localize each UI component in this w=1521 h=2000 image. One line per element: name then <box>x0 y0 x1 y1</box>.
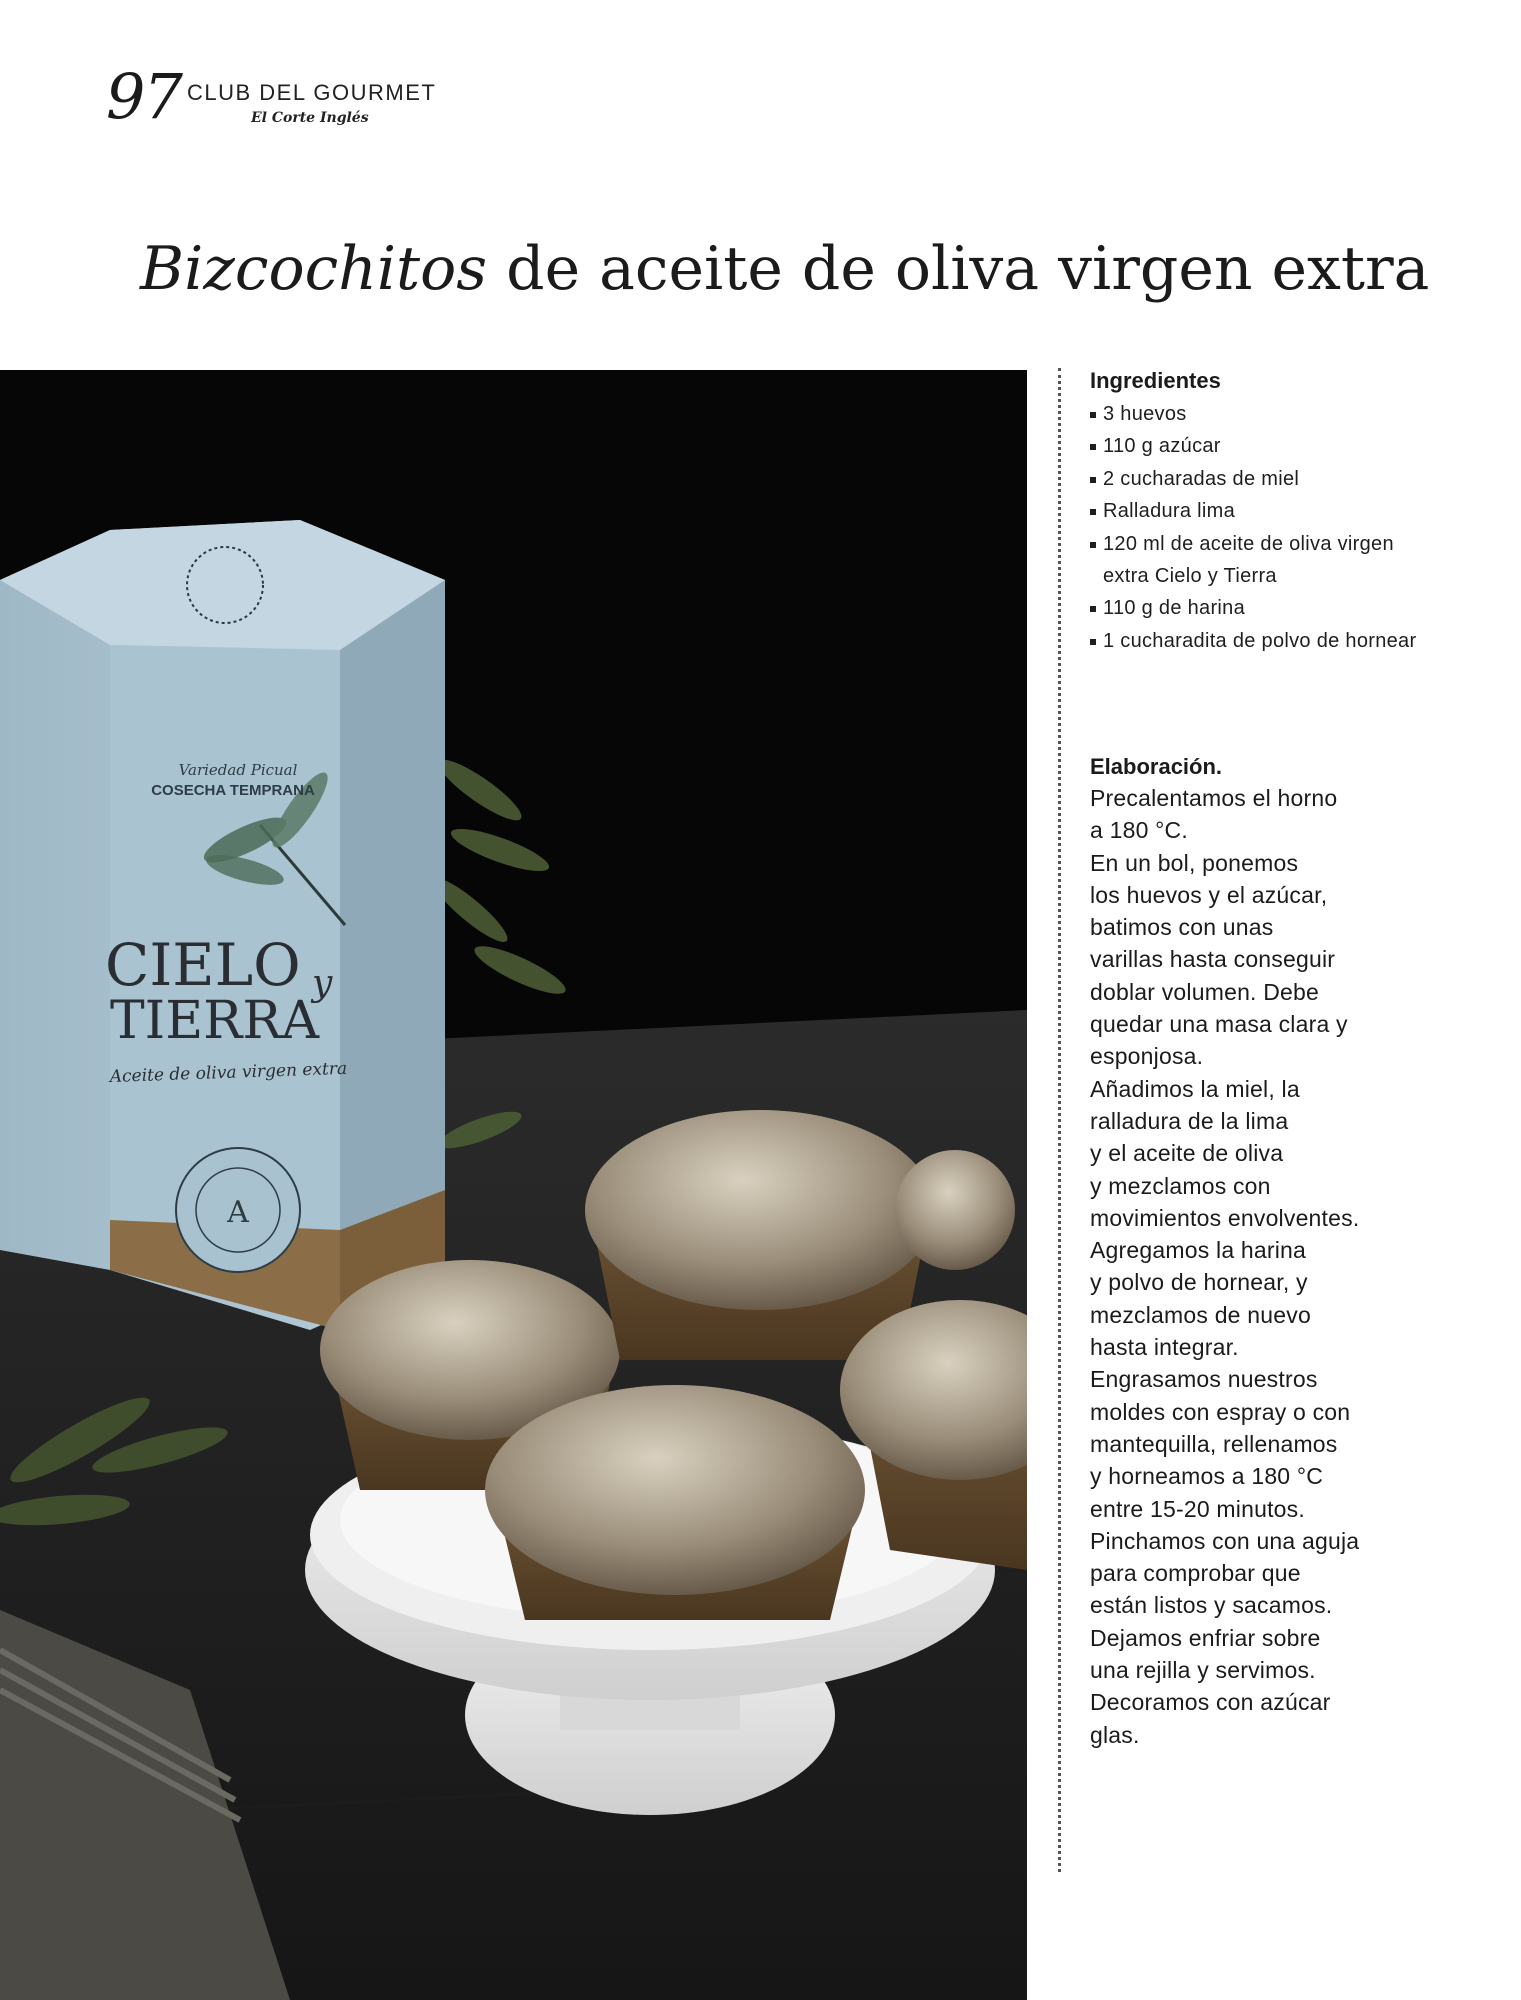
elaboration-line: varillas hasta conseguir <box>1090 946 1336 973</box>
elaboration-line: moldes con espray o con <box>1090 1398 1351 1425</box>
bullet-icon <box>1090 639 1096 645</box>
elaboration-line: mantequilla, rellenamos <box>1090 1430 1338 1457</box>
ingredient-item: 2 cucharadas de miel <box>1090 463 1420 495</box>
elaboration-line: ralladura de la lima <box>1090 1107 1289 1134</box>
recipe-photo-illustration <box>0 370 1027 2000</box>
elaboration-line: y polvo de hornear, y <box>1090 1269 1308 1296</box>
elaboration-line: Decoramos con azúcar <box>1090 1689 1331 1716</box>
ingredients-heading: Ingredientes <box>1090 368 1221 393</box>
brand-block <box>187 80 436 126</box>
ingredient-item: 120 ml de aceite de oliva virgen extra Cielo y Tierra <box>1090 528 1420 593</box>
elaboration-line: Precalentamos el horno <box>1090 785 1338 811</box>
elaboration-line: los huevos y el azúcar, <box>1090 881 1328 908</box>
elaboration-line: entre 15-20 minutos. <box>1090 1495 1305 1522</box>
el-corte-ingles-logo: El Corte Inglés <box>251 110 369 126</box>
elaboration-line: En un bol, ponemos <box>1090 849 1299 876</box>
box-product-name: Aceite de oliva virgen extra <box>109 1058 348 1087</box>
elaboration-heading: Elaboración. <box>1090 754 1223 779</box>
bullet-icon <box>1090 509 1096 515</box>
ingredient-item: 1 cucharadita de polvo de hornear <box>1090 625 1420 657</box>
column-divider <box>1058 368 1061 1872</box>
bullet-icon <box>1090 606 1096 612</box>
elaboration-line: y mezclamos con <box>1090 1172 1271 1199</box>
elaboration-line: hasta integrar. <box>1090 1334 1239 1361</box>
box-brand-line1: CIELO <box>105 931 301 999</box>
elaboration-line: una rejilla y servimos. <box>1090 1657 1316 1684</box>
recipe-photo <box>0 370 1027 2000</box>
brand-name: CLUB DEL GOURMET <box>187 80 437 105</box>
elaboration-line: movimientos envolventes. <box>1090 1204 1360 1231</box>
seal-letter: A <box>227 1195 249 1230</box>
box-harvest: COSECHA TEMPRANA <box>151 782 315 799</box>
elaboration-line: glas. <box>1090 1721 1140 1748</box>
elaboration-line: y el aceite de oliva <box>1090 1140 1284 1167</box>
elaboration-line: doblar volumen. Debe <box>1090 978 1320 1005</box>
elaboration-line: quedar una masa clara y <box>1090 1011 1348 1038</box>
ingredients-section <box>1090 366 1420 657</box>
box-variety: Variedad Picual <box>178 761 298 779</box>
bullet-icon <box>1090 444 1096 450</box>
ingredients-list <box>1090 398 1420 657</box>
elaboration-line: para comprobar que <box>1090 1560 1301 1587</box>
box-brand-line2: TIERRA <box>110 991 320 1051</box>
elaboration-section <box>1090 752 1420 1751</box>
elaboration-line: están listos y sacamos. <box>1090 1592 1333 1619</box>
recipe-title-italic: Bizcochitos <box>140 234 488 304</box>
page-number: 97 <box>106 60 181 133</box>
elaboration-line: y horneamos a 180 °C <box>1090 1463 1324 1490</box>
elaboration-line: Pinchamos con una aguja <box>1090 1527 1360 1554</box>
bullet-icon <box>1090 542 1096 548</box>
elaboration-line: mezclamos de nuevo <box>1090 1301 1311 1328</box>
elaboration-line: Añadimos la miel, la <box>1090 1075 1300 1102</box>
elaboration-line: Dejamos enfriar sobre <box>1090 1624 1321 1651</box>
bullet-icon <box>1090 412 1096 418</box>
recipe-title-rest: de aceite de oliva virgen extra <box>487 234 1430 304</box>
elaboration-line: esponjosa. <box>1090 1043 1204 1070</box>
elaboration-line: Engrasamos nuestros <box>1090 1366 1318 1393</box>
elaboration-line: batimos con unas <box>1090 914 1274 941</box>
recipe-title <box>140 236 1429 302</box>
bullet-icon <box>1090 477 1096 483</box>
ingredient-item: 110 g azúcar <box>1090 430 1420 462</box>
box-brand-y: y <box>312 963 333 1004</box>
ingredient-item: 110 g de harina <box>1090 592 1420 624</box>
elaboration-line: a 180 °C. <box>1090 817 1188 844</box>
ingredient-item: 3 huevos <box>1090 398 1420 430</box>
elaboration-line: Agregamos la harina <box>1090 1237 1307 1264</box>
ingredient-item: Ralladura lima <box>1090 495 1420 527</box>
elaboration-text <box>1090 782 1420 1751</box>
